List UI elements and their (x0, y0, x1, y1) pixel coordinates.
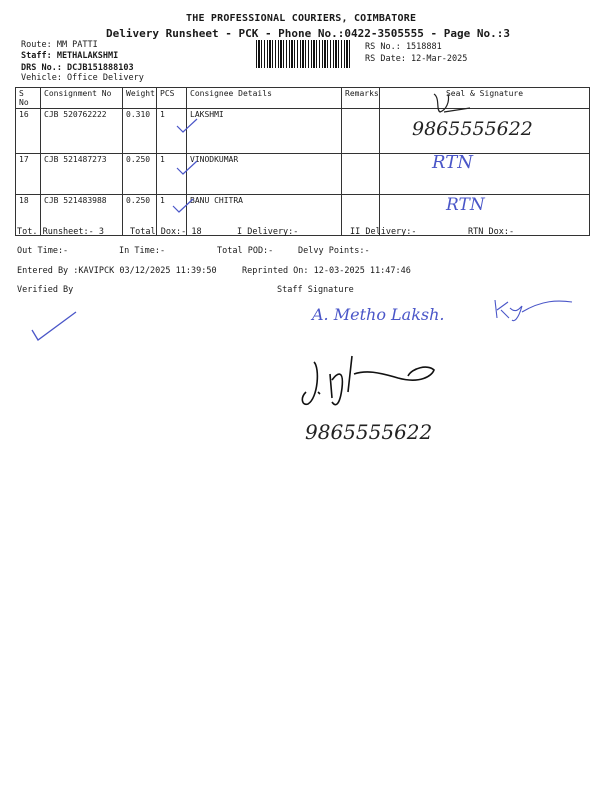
cell-consignee: BANU CHITRA (187, 195, 342, 236)
out-time: Out Time:- (17, 246, 69, 256)
cell-weight: 0.310 (123, 109, 157, 154)
tick-mark-icon (172, 198, 194, 214)
col-header-sno: S No (16, 88, 41, 109)
cell-weight: 0.250 (123, 195, 157, 236)
barcode-image (256, 40, 352, 68)
cell-pcs: 1 (157, 154, 187, 195)
runsheet-title: Delivery Runsheet - PCK - Phone No.:0422-3505555 - Page No.:3 (106, 27, 510, 40)
cell-sno: 18 (16, 195, 41, 236)
col-header-pcs: PCS (157, 88, 187, 109)
entered-by: Entered By :KAVIPCK 03/12/2025 11:39:50 (17, 266, 217, 276)
cell-remarks (342, 154, 380, 195)
cell-consignee: LAKSHMI (187, 109, 342, 154)
rtn-dox: RTN Dox:- (468, 227, 515, 237)
signature-scribble-icon (430, 88, 480, 118)
col-header-consignee: Consignee Details (187, 88, 342, 109)
delivery-table (15, 87, 590, 236)
cell-consignment: CJB 521483988 (41, 195, 123, 236)
in-time: In Time:- (119, 246, 166, 256)
tick-mark-icon (176, 160, 198, 176)
handwritten-phone-footer: 9865555622 (305, 420, 433, 444)
initials-scribble-icon (492, 296, 574, 322)
cell-consignment: CJB 521487273 (41, 154, 123, 195)
table-row (16, 154, 590, 195)
drs-number: DRS No.: DCJB151888103 (21, 63, 134, 73)
total-runsheet: Tot. Runsheet:- 3 (17, 227, 104, 237)
total-dox: Total Dox:- 18 (130, 227, 202, 237)
col-header-remarks: Remarks (342, 88, 380, 109)
handwritten-rtn-row18: RTN (446, 195, 485, 215)
staff-signature-label: Staff Signature (277, 285, 354, 295)
reprinted-on: Reprinted On: 12-03-2025 11:47:46 (242, 266, 411, 276)
rs-number: RS No.: 1518881 (365, 42, 442, 52)
col-header-consignment: Consignment No (41, 88, 123, 109)
rs-date: RS Date: 12-Mar-2025 (365, 54, 468, 64)
col-header-signature: Seal & Signature (380, 88, 590, 109)
handwritten-phone-row16: 9865555622 (412, 118, 533, 140)
table-header-row (16, 88, 590, 109)
total-pod: Total POD:- (217, 246, 274, 256)
handwritten-rtn-row17: RTN (432, 152, 473, 173)
cell-sno: 16 (16, 109, 41, 154)
cell-signature (380, 154, 590, 195)
cell-weight: 0.250 (123, 154, 157, 195)
tick-mark-icon (176, 118, 198, 134)
vehicle-label: Vehicle: Office Delivery (21, 73, 144, 83)
verified-by-label: Verified By (17, 285, 74, 295)
delvy-points: Delvy Points:- (298, 246, 370, 256)
ii-delivery: II Delivery:- (350, 227, 417, 237)
cell-consignment: CJB 520762222 (41, 109, 123, 154)
cell-pcs: 1 (157, 109, 187, 154)
verified-tick-icon (30, 310, 78, 342)
company-name: THE PROFESSIONAL COURIERS, COIMBATORE (186, 13, 417, 24)
staff-label: Staff: METHALAKSHMI (21, 51, 119, 61)
staff-signature-scribble-icon (298, 352, 458, 422)
i-delivery: I Delivery:- (237, 227, 299, 237)
handwritten-staff-name: A. Metho Laksh. (312, 305, 445, 324)
cell-sno: 17 (16, 154, 41, 195)
route-label: Route: MM PATTI (21, 40, 98, 50)
cell-consignee: VINODKUMAR (187, 154, 342, 195)
cell-pcs: 1 (157, 195, 187, 236)
col-header-weight: Weight (123, 88, 157, 109)
cell-remarks (342, 109, 380, 154)
